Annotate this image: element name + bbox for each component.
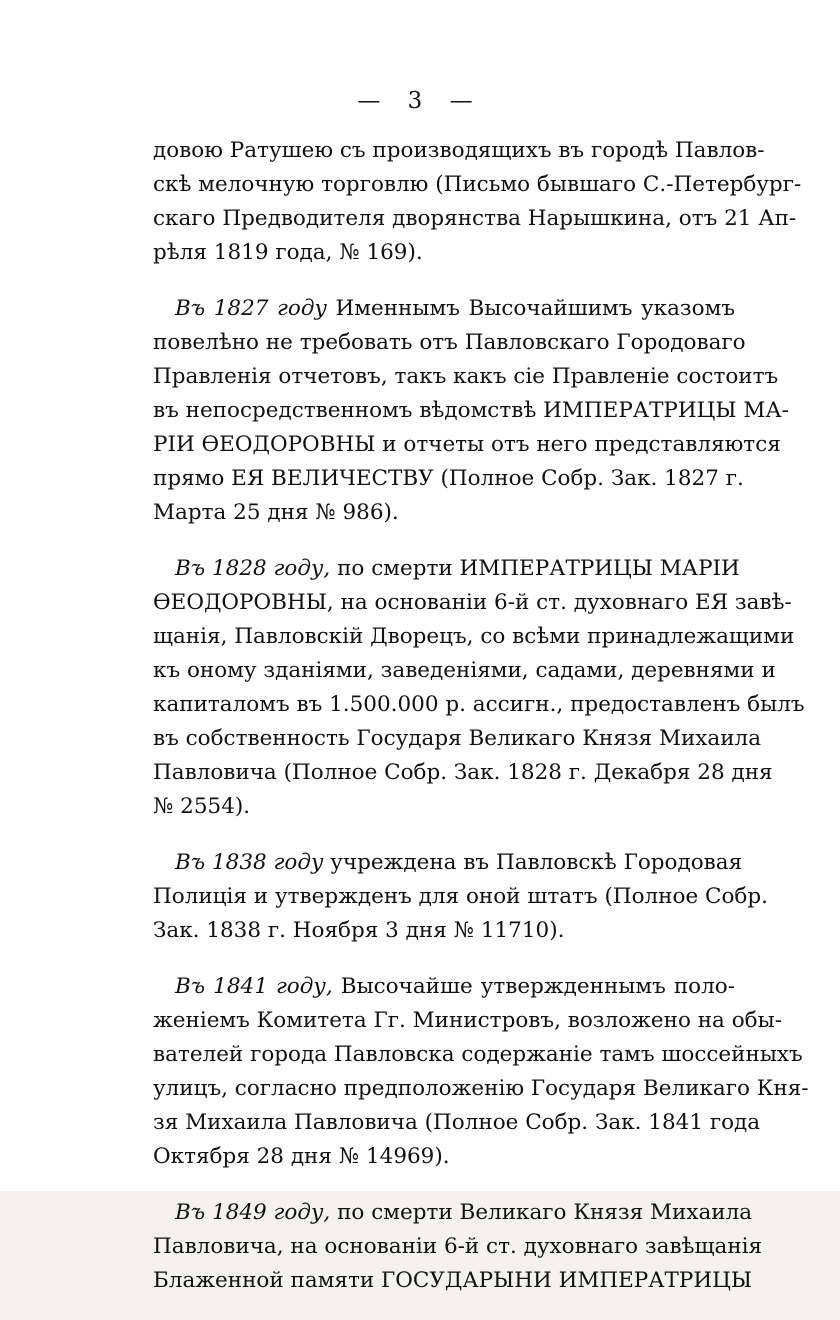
text-fragment: Высочайше утвержденнымъ поло-: [332, 974, 735, 999]
paragraph-1828: [153, 552, 805, 824]
text-fragment: по смерти Великаго Князя Михаила: [330, 1200, 753, 1225]
year-heading: Въ 1828 году,: [175, 556, 331, 581]
text-line: Павловича, на основаніи 6-й ст. духовнаго завѣщанія: [153, 1234, 763, 1259]
text-line: ѲЕОДОРОВНЫ, на основаніи 6-й ст. духовнаго ЕЯ завѣ-: [153, 590, 792, 615]
text-line: скаго Предводителя дворянства Нарышкина, отъ 21 Ап-: [153, 206, 797, 231]
text-line: довою Ратушею съ производящихъ въ городѣ Павлов-: [153, 138, 765, 163]
paragraph-1838: [153, 846, 768, 948]
text-line: Зак. 1838 г. Ноября 3 дня № 11710).: [153, 918, 565, 943]
text-line: [153, 1196, 753, 1230]
text-line: № 2554).: [153, 794, 251, 819]
text-line: Полиція и утвержденъ для оной штатъ (Полное Собр.: [153, 884, 768, 909]
text-line: Правленія отчетовъ, такъ какъ сіе Правленіе состоитъ: [153, 364, 779, 389]
text-line: [153, 846, 743, 880]
paragraph-1: [153, 134, 802, 270]
text-fragment: Именнымъ Высочайшимъ указомъ: [326, 296, 735, 321]
body-text: [153, 134, 809, 1320]
text-line: скѣ мелочную торговлю (Письмо бывшаго С.-Петербург-: [153, 172, 802, 197]
text-line: Октября 28 дня № 14969).: [153, 1144, 450, 1169]
text-line: [153, 552, 740, 586]
text-line: [153, 292, 735, 326]
text-line: зя Михаила Павловича (Полное Собр. Зак. 1841 года: [153, 1110, 761, 1135]
text-line: Блаженной памяти ГОСУДАРЫНИ ИМПЕРАТРИЦЫ: [153, 1268, 753, 1293]
text-line: Марта 25 дня № 986).: [153, 500, 399, 525]
year-heading: Въ 1849 году,: [175, 1200, 331, 1225]
year-heading: Въ 1827 году: [175, 296, 327, 321]
year-heading: Въ 1838 году: [175, 850, 324, 875]
text-line: капиталомъ въ 1.500.000 р. ассигн., предоставленъ былъ: [153, 692, 805, 717]
text-line: женіемъ Комитета Гг. Министровъ, возложено на обы-: [153, 1008, 782, 1033]
text-line: въ собственность Государя Великаго Князя Михаила: [153, 726, 762, 751]
text-line: къ оному зданіями, заведеніями, садами, деревнями и: [153, 658, 776, 683]
text-fragment: учреждена въ Павловскѣ Городовая: [323, 850, 743, 875]
text-line: щанія, Павловскій Дворецъ, со всѣми принадлежащими: [153, 624, 795, 649]
text-line: повелѣно не требовать отъ Павловскаго Городоваго: [153, 330, 746, 355]
paragraph-1827: [153, 292, 789, 530]
text-line: [153, 970, 735, 1004]
page-number: — 3 —: [357, 88, 483, 114]
paragraph-1841: [153, 970, 809, 1174]
paragraph-1849: [153, 1196, 763, 1298]
text-line: улицъ, согласно предположенію Государя Великаго Кня-: [153, 1076, 809, 1101]
text-line: рѣля 1819 года, № 169).: [153, 240, 423, 265]
text-line: въ непосредственномъ вѣдомствѣ ИМПЕРАТРИЦЫ МА-: [153, 398, 789, 423]
text-line: Павловича (Полное Собр. Зак. 1828 г. Декабря 28 дня: [153, 760, 773, 785]
year-heading: Въ 1841 году,: [175, 974, 333, 999]
text-line: вателей города Павловска содержаніе тамъ шоссейныхъ: [153, 1042, 803, 1067]
text-line: прямо ЕЯ ВЕЛИЧЕСТВУ (Полное Собр. Зак. 1827 г.: [153, 466, 744, 491]
text-fragment: по смерти ИМПЕРАТРИЦЫ МАРІИ: [330, 556, 740, 581]
text-line: РІИ ѲЕОДОРОВНЫ и отчеты отъ него представляются: [153, 432, 781, 457]
